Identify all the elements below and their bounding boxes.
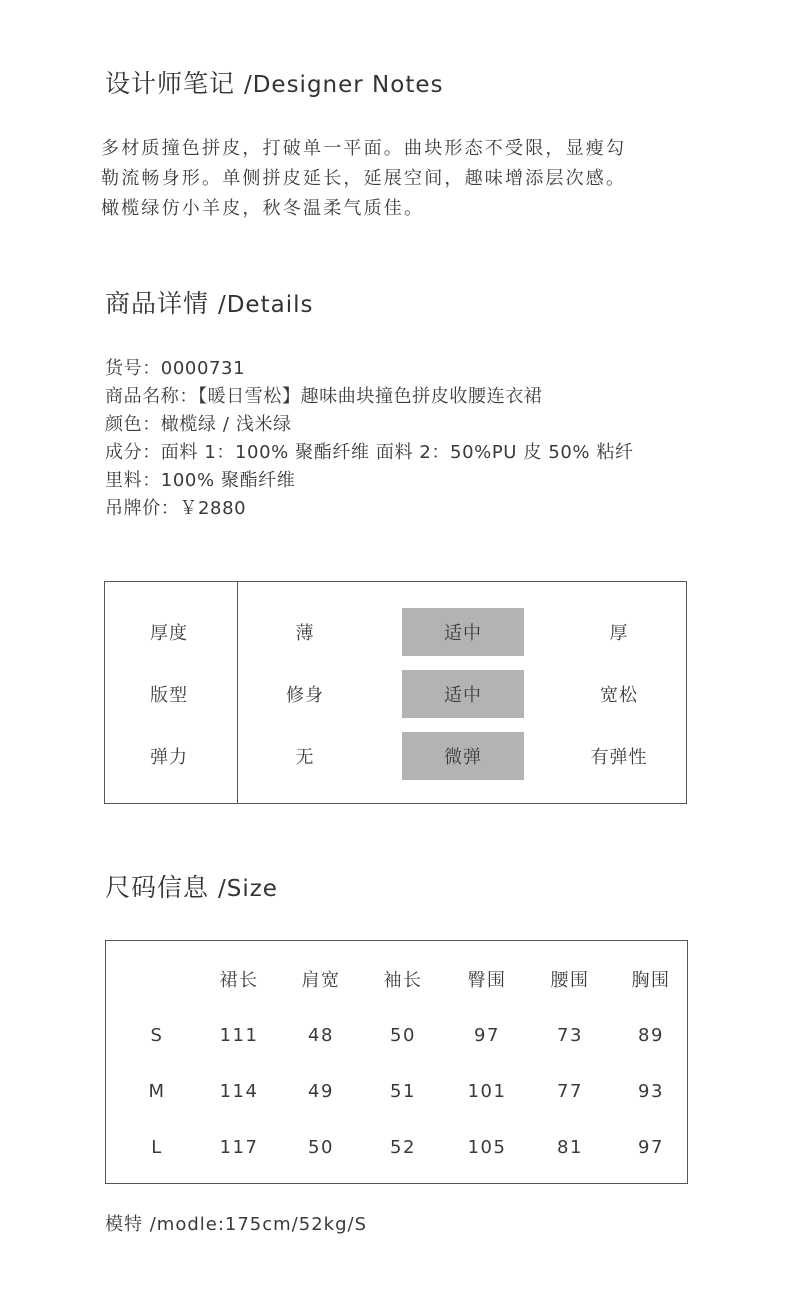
size-value-cell: 52	[390, 1136, 416, 1158]
size-title-en: /Size	[217, 876, 278, 902]
size-value-cell: 93	[638, 1080, 664, 1102]
size-value-cell: 51	[390, 1080, 416, 1102]
feature-option-selected: 适中	[402, 608, 524, 656]
designer-notes-title-en: /Designer Notes	[243, 72, 444, 98]
designer-notes-title-cn: 设计师笔记	[105, 69, 236, 98]
details-list	[105, 355, 634, 523]
feature-option: 修身	[286, 685, 324, 706]
designer-notes-text	[101, 134, 626, 224]
size-label-cell: M	[148, 1080, 166, 1102]
size-title-cn: 尺码信息	[105, 873, 210, 902]
notes-line: 多材质撞色拼皮，打破单一平面。曲块形态不受限，显瘦勾	[101, 138, 627, 159]
size-value-cell: 89	[638, 1024, 664, 1046]
size-value-cell: 111	[219, 1024, 259, 1046]
size-header-cell: 胸围	[631, 970, 671, 991]
feature-row-thickness	[105, 608, 686, 656]
details-title-en: /Details	[217, 292, 314, 318]
size-value-cell: 50	[308, 1136, 334, 1158]
size-label-cell: S	[150, 1024, 164, 1046]
size-value-cell: 77	[557, 1080, 583, 1102]
size-header-cell: 臀围	[467, 970, 507, 991]
size-title	[105, 868, 278, 904]
fabric-feature-table	[104, 581, 687, 804]
notes-line: 橄榄绿仿小羊皮，秋冬温柔气质佳。	[101, 198, 425, 219]
feature-option: 厚	[609, 623, 629, 644]
details-item-sku: 货号：0000731	[105, 358, 246, 379]
size-header-cell: 肩宽	[301, 970, 341, 991]
size-value-cell: 73	[557, 1024, 583, 1046]
size-value-cell: 49	[308, 1080, 334, 1102]
feature-option-selected: 微弹	[402, 732, 524, 780]
feature-option: 宽松	[600, 685, 638, 706]
feature-label: 厚度	[150, 623, 188, 644]
size-value-cell: 114	[219, 1080, 259, 1102]
feature-row-elasticity	[105, 732, 686, 780]
details-title	[105, 284, 313, 320]
size-table	[105, 940, 688, 1184]
model-info: 模特 /modle:175cm/52kg/S	[105, 1214, 367, 1235]
size-value-cell: 97	[474, 1024, 500, 1046]
feature-option-selected: 适中	[402, 670, 524, 718]
details-item-composition: 成分：面料 1：100% 聚酯纤维 面料 2：50%PU 皮 50% 粘纤	[105, 442, 634, 463]
feature-option: 无	[295, 747, 315, 768]
size-value-cell: 48	[308, 1024, 334, 1046]
size-value-cell: 117	[219, 1136, 259, 1158]
feature-label: 版型	[150, 685, 188, 706]
notes-line: 勒流畅身形。单侧拼皮延长，延展空间，趣味增添层次感。	[101, 168, 627, 189]
details-title-cn: 商品详情	[105, 289, 210, 318]
size-value-cell: 50	[390, 1024, 416, 1046]
feature-option: 有弹性	[590, 747, 648, 768]
feature-row-fit	[105, 670, 686, 718]
size-header-cell: 腰围	[550, 970, 590, 991]
feature-option: 薄	[295, 623, 315, 644]
size-label-cell: L	[151, 1136, 163, 1158]
size-value-cell: 105	[467, 1136, 507, 1158]
feature-label: 弹力	[150, 747, 188, 768]
size-value-cell: 97	[638, 1136, 664, 1158]
details-item-price: 吊牌价：￥2880	[105, 498, 247, 519]
size-header-cell: 袖长	[383, 970, 423, 991]
size-header-cell: 裙长	[219, 970, 259, 991]
details-item-lining: 里料：100% 聚酯纤维	[105, 470, 296, 491]
size-value-cell: 81	[557, 1136, 583, 1158]
size-value-cell: 101	[467, 1080, 507, 1102]
details-item-color: 颜色：橄榄绿 / 浅米绿	[105, 414, 292, 435]
details-item-name: 商品名称：【暖日雪松】趣味曲块撞色拼皮收腰连衣裙	[105, 386, 543, 407]
designer-notes-title	[105, 64, 443, 100]
